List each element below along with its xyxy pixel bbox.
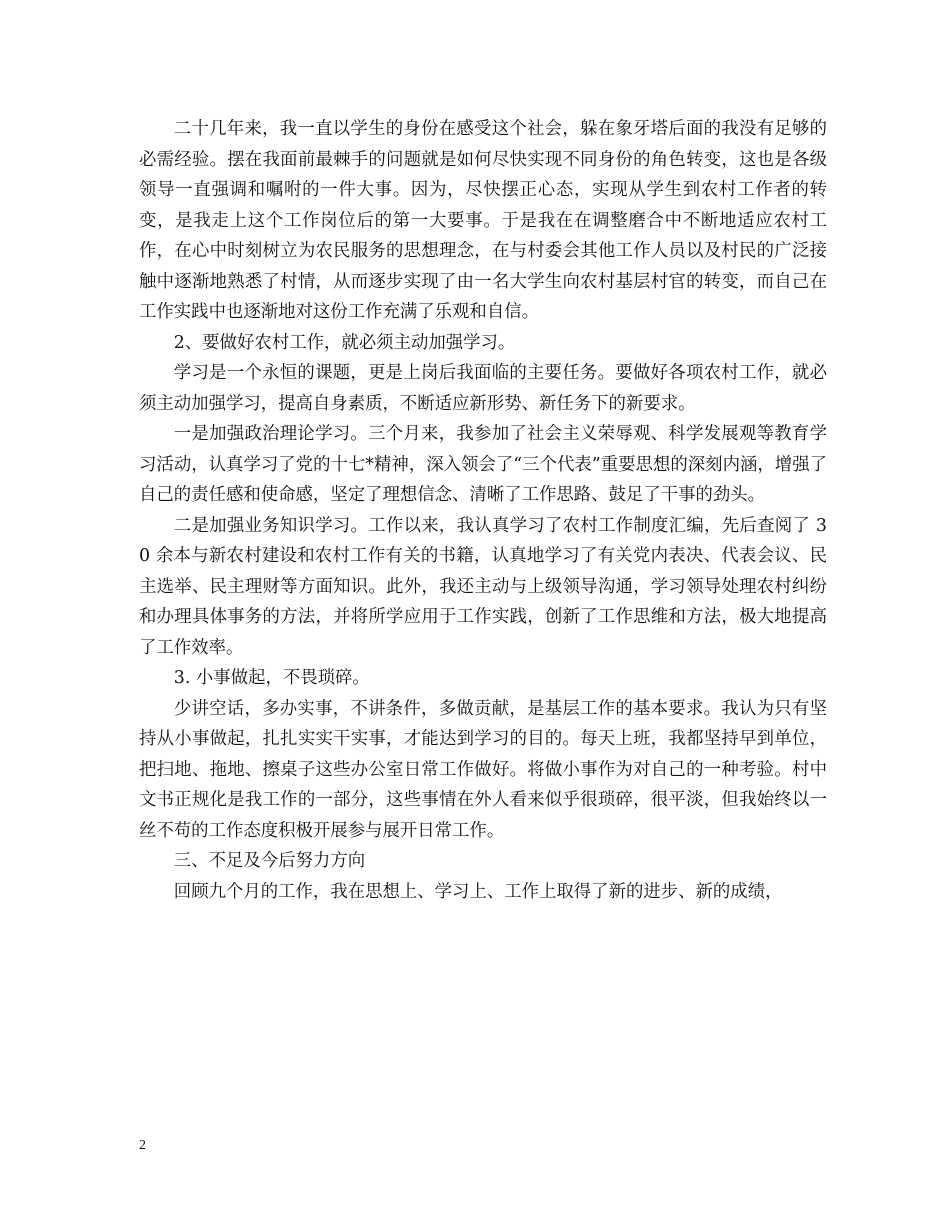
paragraph-basic-requirements: 少讲空话，多办实事，不讲条件，多做贡献，是基层工作的基本要求。我认为只有坚持从小事做起，扎扎实实干实事，才能达到学习的目的。每天上班，我都坚持早到单位，把扫地、拖地、擦桌子这些办公室日常工作做好。将做小事作为对自己的一种考验。村中文书正规化是我工作的一部分，这些事情在外人看来似乎很琐碎，很平淡，但我始终以一丝不苟的工作态度积极开展参与展开日常工作。 — [139, 698, 827, 841]
page-number: 2 — [139, 1138, 146, 1153]
heading-small-things: 3. 小事做起，不畏琐碎。 — [173, 668, 370, 688]
body-text — [139, 114, 827, 907]
paragraph-review: 回顾九个月的工作，我在思想上、学习上、工作上取得了新的进步、新的成绩， — [173, 881, 783, 902]
heading-shortcomings: 三、不足及今后努力方向 — [173, 851, 366, 871]
heading-strengthen-learning: 2、要做好农村工作，就必须主动加强学习。 — [173, 332, 516, 353]
paragraph-political-theory: 一是加强政治理论学习。三个月来，我参加了社会主义荣辱观、科学发展观等教育学习活动，认真学习了党的十七*精神，深入领会了“三个代表”重要思想的深刻内涵，增强了自己的责任感和使命感，坚定了理想信念、清晰了工作思路、鼓足了干事的劲头。 — [139, 424, 827, 505]
paragraph-business-knowledge: 二是加强业务知识学习。工作以来，我认真学习了农村工作制度汇编，先后查阅了 30 余本与新农村建设和农村工作有关的书籍，认真地学习了有关党内表决、代表会议、民主选举、民主理财等方面知识。此外，我还主动与上级领导沟通，学习领导处理农村纠纷和办理具体事务的方法，并将所学应用于工作实践，创新了工作思维和方法，极大地提高了工作效率。 — [139, 515, 827, 658]
paragraph-role-transition: 二十几年来，我一直以学生的身份在感受这个社会，躲在象牙塔后面的我没有足够的必需经验。摆在我面前最棘手的问题就是如何尽快实现不同身份的角色转变，这也是各级领导一直强调和嘱咐的一件大事。因为，尽快摆正心态，实现从学生到农村工作者的转变，是我走上这个工作岗位后的第一大要事。于是我在在调整磨合中不断地适应农村工作，在心中时刻树立为农民服务的思想理念，在与村委会其他工作人员以及村民的广泛接触中逐渐地熟悉了村情，从而逐步实现了由一名大学生向农村基层村官的转变，而自己在工作实践中也逐渐地对这份工作充满了乐观和自信。 — [139, 119, 827, 322]
paragraph-learning-task: 学习是一个永恒的课题，更是上岗后我面临的主要任务。要做好各项农村工作，就必须主动加强学习，提高自身素质，不断适应新形势、新任务下的新要求。 — [139, 363, 827, 414]
